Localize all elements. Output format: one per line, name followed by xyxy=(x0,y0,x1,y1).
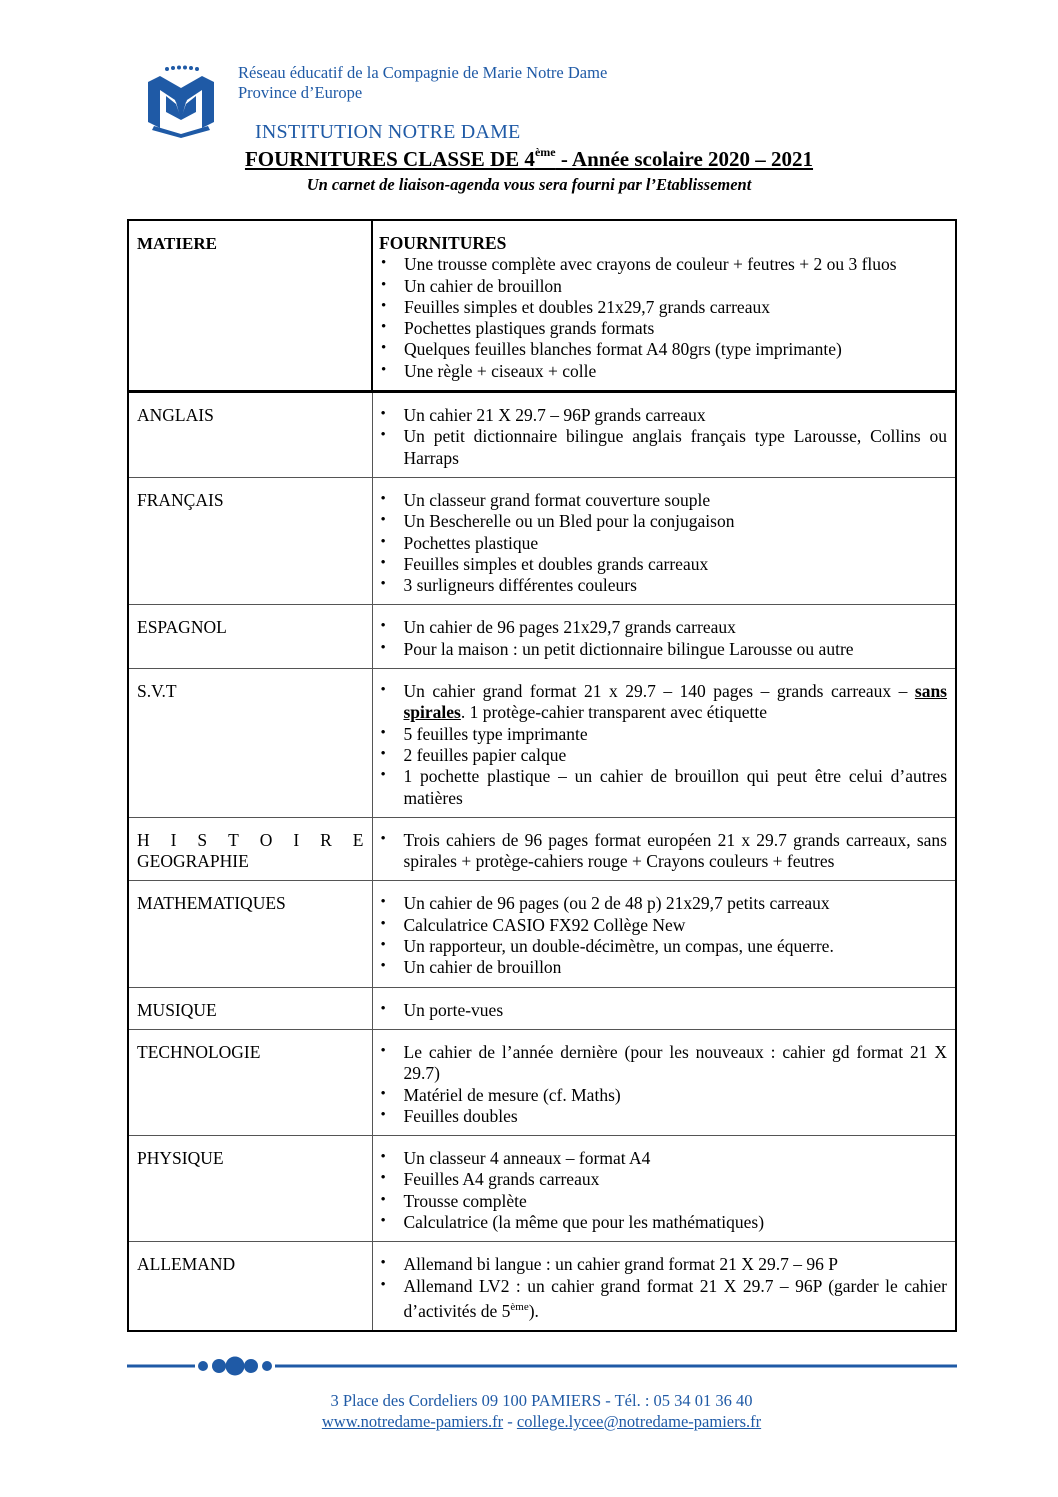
general-supplies-cell xyxy=(372,220,956,392)
supplies-list xyxy=(379,617,948,660)
supplies-list xyxy=(379,830,948,873)
supplies-cell xyxy=(372,1136,956,1242)
list-item: • 1 pochette plastique – un cahier de brouillon qui peut être celui d’autres matières xyxy=(379,766,948,809)
item-text: Allemand LV2 : un cahier grand format 21 X 29.7 – 96P (garder le cahier d’activités de 5 xyxy=(403,1275,947,1321)
supplies-list xyxy=(379,1000,948,1021)
subject-letter: I xyxy=(293,829,300,850)
list-item xyxy=(379,681,948,724)
table-header-row xyxy=(128,220,956,392)
subject-label-line1 xyxy=(137,830,364,851)
supplies-table xyxy=(127,219,957,1332)
subject-cell: S.V.T xyxy=(128,669,372,818)
table-row xyxy=(128,1136,956,1242)
institution-name: INSTITUTION NOTRE DAME xyxy=(255,121,521,143)
list-item: • Pochettes plastiques grands formats xyxy=(379,318,947,339)
footer-contact xyxy=(0,1411,1058,1432)
page-subtitle: Un carnet de liaison-agenda vous sera fourni par l’Etablissement xyxy=(306,175,752,194)
table-row xyxy=(128,817,956,881)
column-header-supplies: FOURNITURES xyxy=(379,233,507,253)
footer-address: 3 Place des Cordeliers 09 100 PAMIERS - Tél. : 05 34 01 36 40 xyxy=(330,1391,753,1410)
supplies-list xyxy=(379,490,948,596)
supplies-cell xyxy=(372,1242,956,1331)
subject-cell: ESPAGNOL xyxy=(128,605,372,669)
list-item: • Calculatrice CASIO FX92 Collège New xyxy=(379,915,948,936)
institution-logo xyxy=(140,62,222,138)
list-item: • Un cahier de 96 pages (ou 2 de 48 p) 21x29,7 petits carreaux xyxy=(379,893,948,914)
list-item: • 5 feuilles type imprimante xyxy=(379,724,948,745)
list-item: • Pochettes plastique xyxy=(379,533,948,554)
subject-letter: R xyxy=(320,829,332,850)
supplies-list xyxy=(379,893,948,978)
table-row xyxy=(128,1242,956,1331)
table-row xyxy=(128,477,956,604)
list-item: • Un classeur 4 anneaux – format A4 xyxy=(379,1148,948,1169)
item-emphasis: sans spirales xyxy=(403,681,947,723)
subject-label-line2: GEOGRAPHIE xyxy=(137,851,249,872)
subject-cell: MATHEMATIQUES xyxy=(128,881,372,987)
item-text: . xyxy=(460,702,466,723)
supplies-cell xyxy=(372,392,956,478)
table-row xyxy=(128,605,956,669)
list-item: • Trois cahiers de 96 pages format européen 21 x 29.7 grands carreaux, sans spirales + protège-cahiers rouge + Crayons couleurs + feutres xyxy=(379,830,948,873)
list-item: • Trousse complète xyxy=(379,1191,948,1212)
list-item: • Allemand bi langue : un cahier grand format 21 X 29.7 – 96 P xyxy=(379,1254,948,1275)
list-item: • Un cahier de brouillon xyxy=(379,276,947,297)
subject-letter: O xyxy=(259,829,273,850)
table-row xyxy=(128,392,956,478)
list-item: • Pour la maison : un petit dictionnaire bilingue Larousse ou autre xyxy=(379,639,948,660)
footer-separator: - xyxy=(503,1412,517,1431)
list-item: • Feuilles doubles xyxy=(379,1106,948,1127)
item-text: ). xyxy=(528,1300,539,1321)
column-header-subject: MATIERE xyxy=(128,220,372,392)
table-row xyxy=(128,881,956,987)
list-item: • Feuilles A4 grands carreaux xyxy=(379,1169,948,1190)
subject-letter: H xyxy=(137,829,150,850)
item-text: Un cahier grand format 21 x 29.7 – 140 pages – grands carreaux – xyxy=(403,681,915,702)
supplies-list xyxy=(379,405,948,469)
supplies-list xyxy=(379,681,948,809)
subject-cell: MUSIQUE xyxy=(128,987,372,1029)
supplies-cell xyxy=(372,605,956,669)
list-item: • Matériel de mesure (cf. Maths) xyxy=(379,1085,948,1106)
subject-cell: ALLEMAND xyxy=(128,1242,372,1331)
email-link[interactable]: college.lycee@notredame-pamiers.fr xyxy=(516,1412,762,1431)
page-title: FOURNITURES CLASSE DE 4ème - Année scolaire 2020 – 2021 xyxy=(244,145,814,171)
list-item: • 3 surligneurs différentes couleurs xyxy=(379,575,948,596)
supplies-cell xyxy=(372,817,956,881)
supplies-list xyxy=(379,1148,948,1233)
subject-letter: E xyxy=(352,829,364,850)
general-supplies-list xyxy=(379,254,947,382)
table-row xyxy=(128,987,956,1029)
table-row xyxy=(128,669,956,818)
table-row xyxy=(128,1029,956,1135)
supplies-cell xyxy=(372,987,956,1029)
list-item: • Quelques feuilles blanches format A4 80grs (type imprimante) xyxy=(379,339,947,360)
list-item: • Le cahier de l’année dernière (pour les nouveaux : cahier gd format 21 X 29.7) xyxy=(379,1042,948,1085)
subject-cell: FRANÇAIS xyxy=(128,477,372,604)
list-item: • Un cahier 21 X 29.7 – 96P grands carreaux xyxy=(379,405,948,426)
subject-cell xyxy=(128,817,372,881)
list-item: • Un rapporteur, un double-décimètre, un compas, une équerre. xyxy=(379,936,948,957)
supplies-list xyxy=(379,1042,948,1127)
list-item xyxy=(379,1276,948,1322)
subject-letter: I xyxy=(170,829,177,850)
list-item: • Un petit dictionnaire bilingue anglais français type Larousse, Collins ou Harraps xyxy=(379,426,948,469)
subject-letter: T xyxy=(228,829,239,850)
list-item: • Calculatrice (la même que pour les mathématiques) xyxy=(379,1212,948,1233)
list-item: • Une trousse complète avec crayons de couleur + feutres + 2 ou 3 fluos xyxy=(379,254,947,275)
list-item: • Un classeur grand format couverture souple xyxy=(379,490,948,511)
subject-cell: PHYSIQUE xyxy=(128,1136,372,1242)
website-link[interactable]: www.notredame-pamiers.fr xyxy=(321,1412,504,1431)
list-item: • Une règle + ciseaux + colle xyxy=(379,361,947,382)
list-item: • 2 feuilles papier calque xyxy=(379,745,948,766)
item-superscript: ème xyxy=(510,1300,529,1313)
list-item: • Un porte-vues xyxy=(379,1000,948,1021)
province-name: Province d’Europe xyxy=(238,83,363,102)
subject-cell: TECHNOLOGIE xyxy=(128,1029,372,1135)
list-item: • Un Bescherelle ou un Bled pour la conjugaison xyxy=(379,511,948,532)
item-text: 1 protège-cahier transparent avec étiquette xyxy=(469,702,767,723)
list-item: • Un cahier de brouillon xyxy=(379,957,948,978)
supplies-cell xyxy=(372,477,956,604)
footer-decoration xyxy=(127,1356,957,1376)
list-item: • Feuilles simples et doubles grands carreaux xyxy=(379,554,948,575)
supplies-cell xyxy=(372,881,956,987)
footer-address-block xyxy=(0,1390,1058,1432)
subject-cell: ANGLAIS xyxy=(128,392,372,478)
supplies-cell xyxy=(372,669,956,818)
supplies-cell xyxy=(372,1029,956,1135)
supplies-list xyxy=(379,1254,948,1322)
subject-letter: S xyxy=(197,829,208,850)
network-name: Réseau éducatif de la Compagnie de Marie Notre Dame xyxy=(238,63,608,82)
list-item: • Feuilles simples et doubles 21x29,7 grands carreaux xyxy=(379,297,947,318)
list-item: • Un cahier de 96 pages 21x29,7 grands carreaux xyxy=(379,617,948,638)
superscript xyxy=(510,1301,528,1313)
